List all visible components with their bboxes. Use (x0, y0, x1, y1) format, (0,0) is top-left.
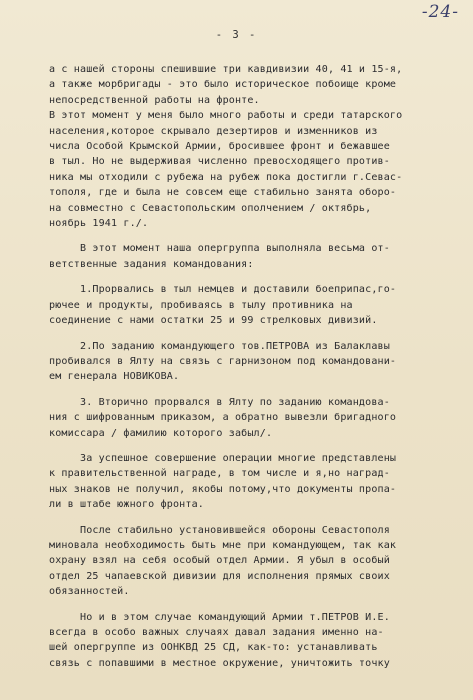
spacer (49, 600, 453, 610)
text-line: ника мы отходили с рубежа на рубеж пока достигли г.Севас- (49, 171, 403, 183)
paragraph (49, 523, 453, 600)
text-line: В этот момент наша опергруппа выполняла весьма от- (49, 243, 390, 255)
text-line: обязанностей. (49, 586, 130, 598)
text-line: В этот момент у меня было много работы и среди татарского (49, 110, 403, 122)
text-line: 1.Прорвались в тыл немцев и доставили боеприпас,го- (49, 284, 397, 296)
text-line: пробивался в Ялту на связь с гарнизоном под командовани- (49, 355, 397, 367)
text-line: соединение с нами остатки 25 и 99 стрелковых дивизий. (49, 315, 378, 327)
text-line: комиссара / фамилию которого забыл/. (49, 427, 273, 439)
spacer (49, 272, 453, 282)
text-line: 3. Вторично прорвался в Ялту по заданию командова- (49, 396, 390, 408)
text-line: За успешное совершение операции многие представлены (49, 452, 397, 464)
text-line: 2.По заданию командующего тов.ПЕТРОВА из Балаклавы (49, 340, 390, 352)
text-line: связь с попавшими в местное окружение, уничтожить точку (49, 657, 390, 669)
page-number: - 3 - (215, 29, 258, 41)
spacer (49, 513, 453, 523)
text-line: рючее и продукты, пробиваясь в тылу противника на (49, 299, 353, 311)
text-line: на совместно с Севастопольским ополчением / октябрь, (49, 202, 372, 214)
paragraph (49, 282, 453, 328)
text-line: а с нашей стороны спешившие три кавдивизии 40, 41 и 15-я, (49, 64, 403, 75)
paragraph (49, 241, 453, 272)
paragraph (49, 62, 453, 108)
text-line: ных знаков не получил, якобы потому,что документы пропа- (49, 483, 397, 495)
text-line: отдел 25 чапаевской дивизии для исполнения прямых своих (49, 570, 390, 582)
paragraph (49, 108, 453, 231)
spacer (49, 441, 453, 451)
spacer (49, 231, 453, 241)
text-line: всегда в особо важных случаях давал задания именно на- (49, 627, 384, 638)
text-line: непосредственной работы на фронте. (49, 94, 260, 106)
spacer (49, 329, 453, 339)
text-line: шей опергруппе из ООНКВД 25 СД, как-то: устанавливать (49, 642, 378, 654)
text-line: в тыл. Но не выдерживая численно превосходящего против- (49, 156, 390, 168)
text-line: ветственные задания командования: (49, 258, 254, 270)
paragraph (49, 339, 453, 385)
text-line: ния с шифрованным приказом, а обратно вывезли бригадного (49, 412, 397, 424)
text-line: ли в штабе южного фронта. (49, 499, 204, 511)
archive-page-number: -24- (421, 2, 459, 22)
text-line: ем генерала НОВИКОВА. (49, 371, 180, 383)
paragraph (49, 610, 453, 672)
text-line: к правительственной награде, в том числе и я,но наград- (49, 468, 390, 480)
text-line: Но и в этом случае командующий Армии т.ПЕТРОВ И.Е. (49, 611, 390, 623)
document-body (49, 62, 453, 671)
text-line: тополя, где и была не совсем еще стабильно занята оборо- (49, 187, 397, 199)
text-line: После стабильно установившейся обороны Севастополя (49, 524, 390, 536)
spacer (49, 385, 453, 395)
paragraph (49, 395, 453, 441)
text-line: населения,которое скрывало дезертиров и изменников из (49, 125, 378, 137)
text-line: охрану взял на себя особый отдел Армии. Я убыл в особый (49, 555, 390, 567)
paragraph (49, 451, 453, 513)
text-line: миновала необходимость быть мне при командующем, так как (49, 539, 397, 551)
text-line: а также морбригады - это было историческое побоище кроме (49, 79, 397, 91)
text-line: ноябрь 1941 г./. (49, 218, 149, 230)
text-line: числа Особой Крымской Армии, бросившее фронт и бежавшее (49, 141, 390, 153)
